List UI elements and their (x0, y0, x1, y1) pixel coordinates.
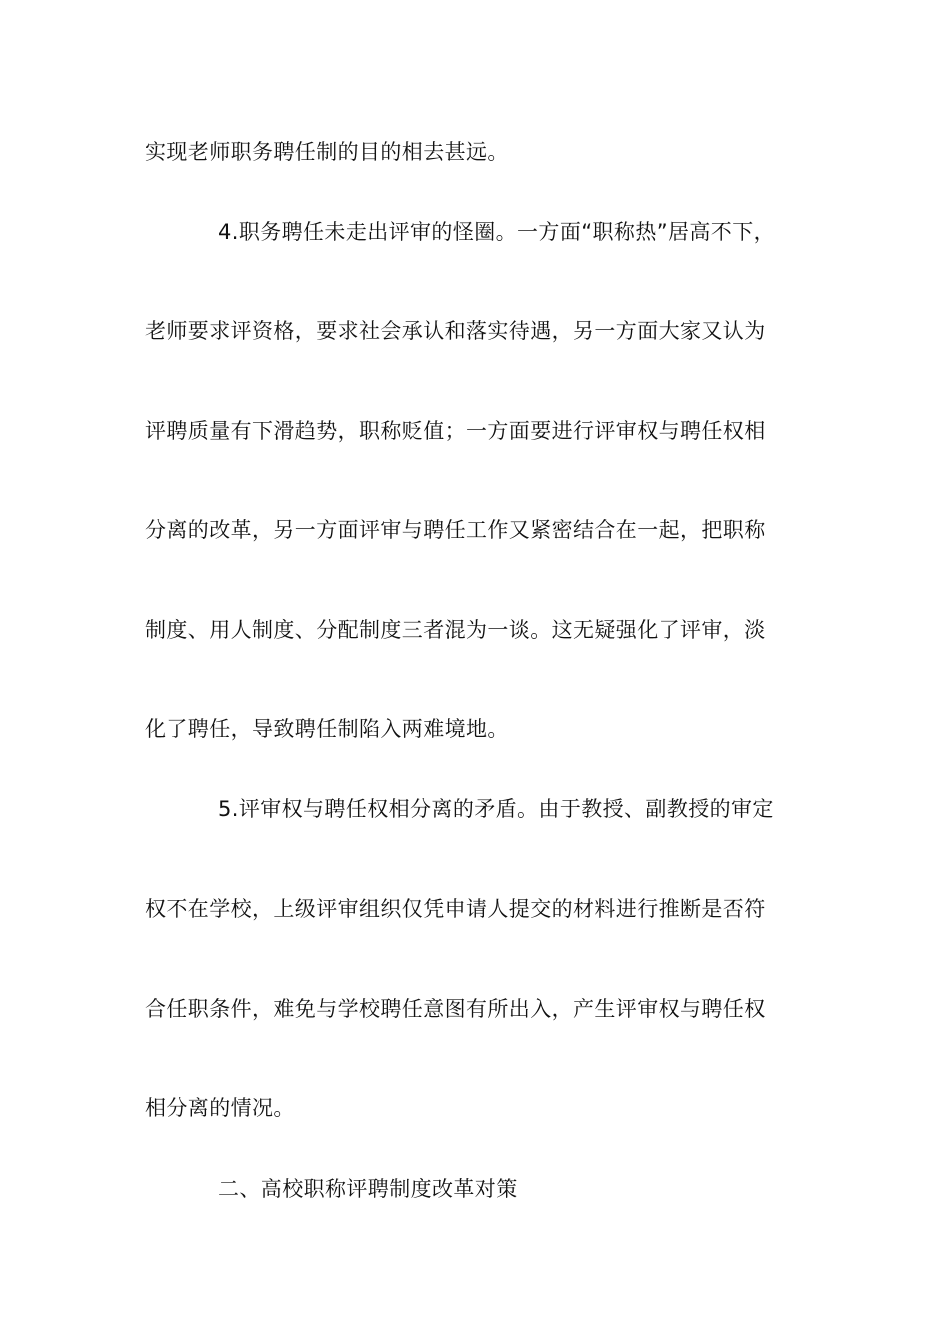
text-line: 老师要求评资格，要求社会承认和落实待遇，另一方面大家又认为 (145, 319, 766, 343)
text-line: 化了聘任，导致聘任制陷入两难境地。 (145, 717, 509, 741)
text-line: 相分离的情况。 (145, 1096, 295, 1120)
text-line: 权不在学校，上级评审组织仅凭申请人提交的材料进行推断是否符 (145, 897, 766, 921)
text-line: 分离的改革，另一方面评审与聘任工作又紧密结合在一起，把职称 (145, 518, 766, 542)
section-heading: 二、高校职称评聘制度改革对策 (218, 1177, 518, 1201)
text-line: 评聘质量有下滑趋势，职称贬值；一方面要进行评审权与聘任权相 (145, 419, 766, 443)
text-line: 制度、用人制度、分配制度三者混为一谈。这无疑强化了评审，淡 (145, 618, 766, 642)
text-line: 5.评审权与聘任权相分离的矛盾。由于教授、副教授的审定 (218, 797, 774, 821)
text-line: 实现老师职务聘任制的目的相去甚远。 (145, 140, 509, 164)
text-line: 4.职务聘任未走出评审的怪圈。一方面“职称热”居高不下， (218, 220, 775, 244)
text-line: 合任职条件，难免与学校聘任意图有所出入，产生评审权与聘任权 (145, 997, 766, 1021)
